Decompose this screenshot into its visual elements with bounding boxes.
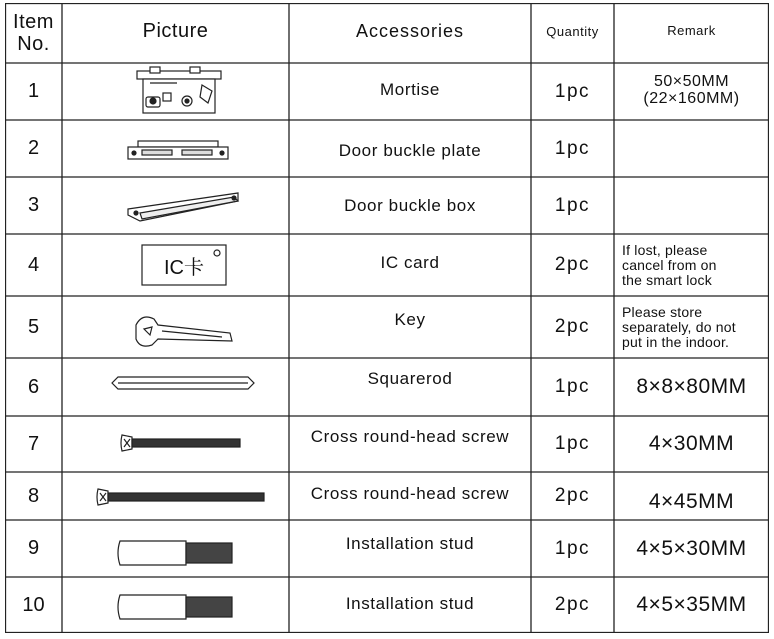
cross-screw-icon xyxy=(121,435,240,451)
row-1-number: 1 xyxy=(27,80,40,102)
row-5-quantity: 2pc xyxy=(554,316,591,337)
row-7-number: 7 xyxy=(27,432,40,455)
row-6-quantity: 1pc xyxy=(554,376,591,397)
row-8-remark: 4×45MM xyxy=(648,490,735,513)
row-5-accessory: Key xyxy=(394,310,426,329)
row-4-number: 4 xyxy=(27,253,40,276)
row-6-number: 6 xyxy=(27,375,40,398)
row-7-quantity: 1pc xyxy=(554,433,591,454)
header-accessories: Accessories xyxy=(355,20,465,41)
row-5-number: 5 xyxy=(27,315,40,338)
row-8-number: 8 xyxy=(27,484,40,507)
row-8-quantity: 2pc xyxy=(554,485,591,506)
row-2-accessory: Door buckle plate xyxy=(338,140,482,160)
accessories-table xyxy=(5,3,769,633)
row-3-number: 3 xyxy=(27,194,40,216)
installation-stud-icon xyxy=(118,595,232,619)
row-4-remark: If lost, please cancel from on the smart lock xyxy=(622,241,717,288)
header-remark: Remark xyxy=(667,22,716,38)
row-10-number: 10 xyxy=(22,593,45,616)
row-10-quantity: 2pc xyxy=(554,594,591,615)
row-4-accessory: IC card xyxy=(380,253,440,272)
header-item-no: Item No. xyxy=(13,11,54,55)
cross-screw-long-icon xyxy=(97,489,264,505)
row-10-remark: 4×5×35MM xyxy=(636,593,747,616)
row-3-quantity: 1pc xyxy=(554,194,591,216)
row-5-remark: Please store separately, do not put in the indoor. xyxy=(622,303,736,350)
header-picture: Picture xyxy=(142,19,209,42)
row-2-number: 2 xyxy=(27,137,40,159)
row-1-quantity: 1pc xyxy=(554,80,591,102)
row-9-quantity: 1pc xyxy=(554,537,591,559)
door-buckle-box-icon xyxy=(128,193,238,221)
row-1-accessory: Mortise xyxy=(380,79,440,99)
row-9-remark: 4×5×30MM xyxy=(636,536,747,560)
row-8-accessory: Cross round-head screw xyxy=(310,484,510,503)
header-quantity: Quantity xyxy=(546,23,599,39)
row-1-remark: 50×50MM (22×160MM) xyxy=(643,72,740,107)
door-buckle-plate-icon xyxy=(128,141,228,159)
row-3-remark xyxy=(614,177,769,234)
row-2-remark xyxy=(614,120,769,177)
row-6-accessory: Squarerod xyxy=(367,369,453,388)
row-7-remark: 4×30MM xyxy=(648,432,735,455)
mortise-icon xyxy=(137,67,221,113)
row-6-remark: 8×8×80MM xyxy=(636,375,747,398)
installation-stud-icon xyxy=(118,541,232,565)
square-rod-icon xyxy=(112,377,254,389)
ic-card-label: IC卡 xyxy=(164,256,204,279)
pictures-column xyxy=(62,63,289,633)
row-9-number: 9 xyxy=(27,537,40,559)
row-9-accessory: Installation stud xyxy=(345,533,475,553)
row-3-accessory: Door buckle box xyxy=(344,195,476,215)
row-7-accessory: Cross round-head screw xyxy=(310,427,510,446)
row-2-quantity: 1pc xyxy=(554,137,591,159)
row-4-quantity: 2pc xyxy=(554,254,591,275)
key-icon xyxy=(136,317,232,346)
row-10-accessory: Installation stud xyxy=(345,594,475,613)
